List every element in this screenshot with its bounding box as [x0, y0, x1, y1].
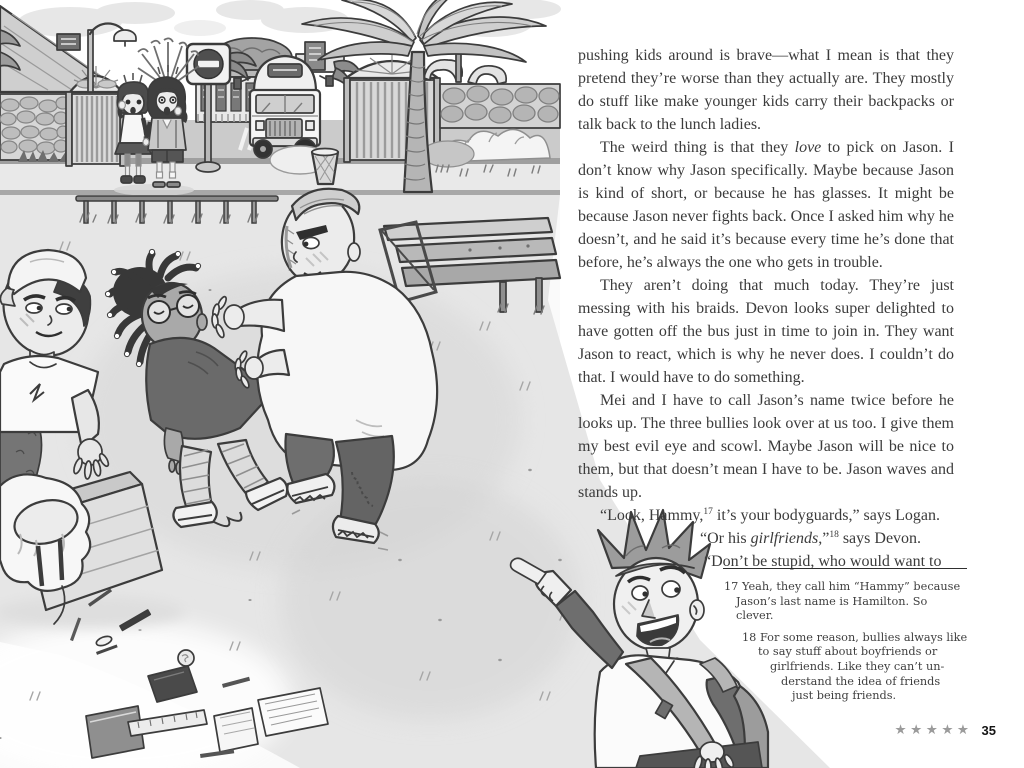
- paragraph-3: [578, 274, 954, 389]
- dialogue-text: “Don’t be stupid, who would want to: [704, 553, 942, 570]
- dialogue-text: “Look, Hammy,: [600, 507, 704, 524]
- paragraph-6: [578, 527, 954, 550]
- footnote-line: 17 Yeah, they call him “Hammy” because: [724, 580, 961, 593]
- paragraph-text: pushing kids around is brave—what I mean is that they pretend they’re worse than they actually are. They mostly do stuff like make younger kids carry their backpacks or talk back to the lunch ladies.: [578, 47, 954, 133]
- footnote-line: to say stuff about boyfriends or: [758, 645, 938, 659]
- paragraph-text: They aren’t doing that much today. They’re just messing with his braids. Devon looks super delighted to have gotten off the bus just in time to join in. They want Jason to react, which is why he never does. I couldn’t do that. I would have to do something.: [578, 277, 954, 386]
- paragraph-5: [578, 504, 954, 527]
- footnote-rule: [723, 568, 967, 569]
- glasses-icon: [148, 301, 170, 323]
- footnote-line: derstand the idea of friends: [781, 674, 941, 688]
- page-number: 35: [981, 722, 996, 738]
- trash-can-icon: [312, 149, 338, 185]
- footnote-line: Jason’s last name is Hamilton. So: [736, 594, 928, 608]
- footnote-line: clever.: [736, 609, 774, 623]
- star-rating-icon: ★★★★★: [894, 722, 973, 738]
- footnote-block: [723, 568, 973, 704]
- italic-word: girlfriends: [750, 530, 819, 547]
- paragraph-text: The weird thing is that they: [600, 139, 795, 156]
- story-text-column: [578, 44, 968, 703]
- stone-wall-right: [424, 50, 560, 128]
- footnote-ref-17: 17: [703, 507, 713, 517]
- paragraph-text: to pick on Jason. I don’t know why Jason specifically. Maybe because Jason is kind of short, or because he has glasses. It might be because Jason never fights back. Once I asked him why he doesn’t, and he said it’s because every time he’s done that before, he’s always the one who gets in trouble.: [578, 139, 955, 271]
- dialogue-text: says Devon.: [838, 530, 922, 547]
- footnote-line: girlfriends. Like they can’t un-: [770, 659, 945, 673]
- footnote-line: 18 For some reason, bullies always like: [742, 630, 968, 644]
- page-footer: [895, 722, 996, 738]
- paragraph-1: [578, 44, 954, 136]
- italic-word: love: [794, 139, 822, 156]
- footnote-18: [723, 631, 973, 704]
- footnote-ref-18: 18: [829, 530, 839, 540]
- footnote-line: just being friends.: [792, 689, 897, 703]
- paragraph-4: [578, 389, 954, 504]
- billboard-icon: [57, 34, 80, 50]
- dialogue-text: it’s your bodyguards,” says Logan.: [712, 507, 940, 524]
- footnote-17: [723, 580, 973, 624]
- dialogue-text: ,”: [818, 530, 830, 547]
- paragraph-2: [578, 136, 954, 274]
- dialogue-text: “Or his: [700, 530, 751, 547]
- grabbing-arm-icon: [239, 300, 284, 331]
- paragraph-text: Mei and I have to call Jason’s name twice before he looks up. The three bullies look over at us too. I give them my best evil eye and scowl. Maybe Jason will be nice to them, but that doesn’t mean I have to be. Jason waves and stands up.: [578, 392, 954, 501]
